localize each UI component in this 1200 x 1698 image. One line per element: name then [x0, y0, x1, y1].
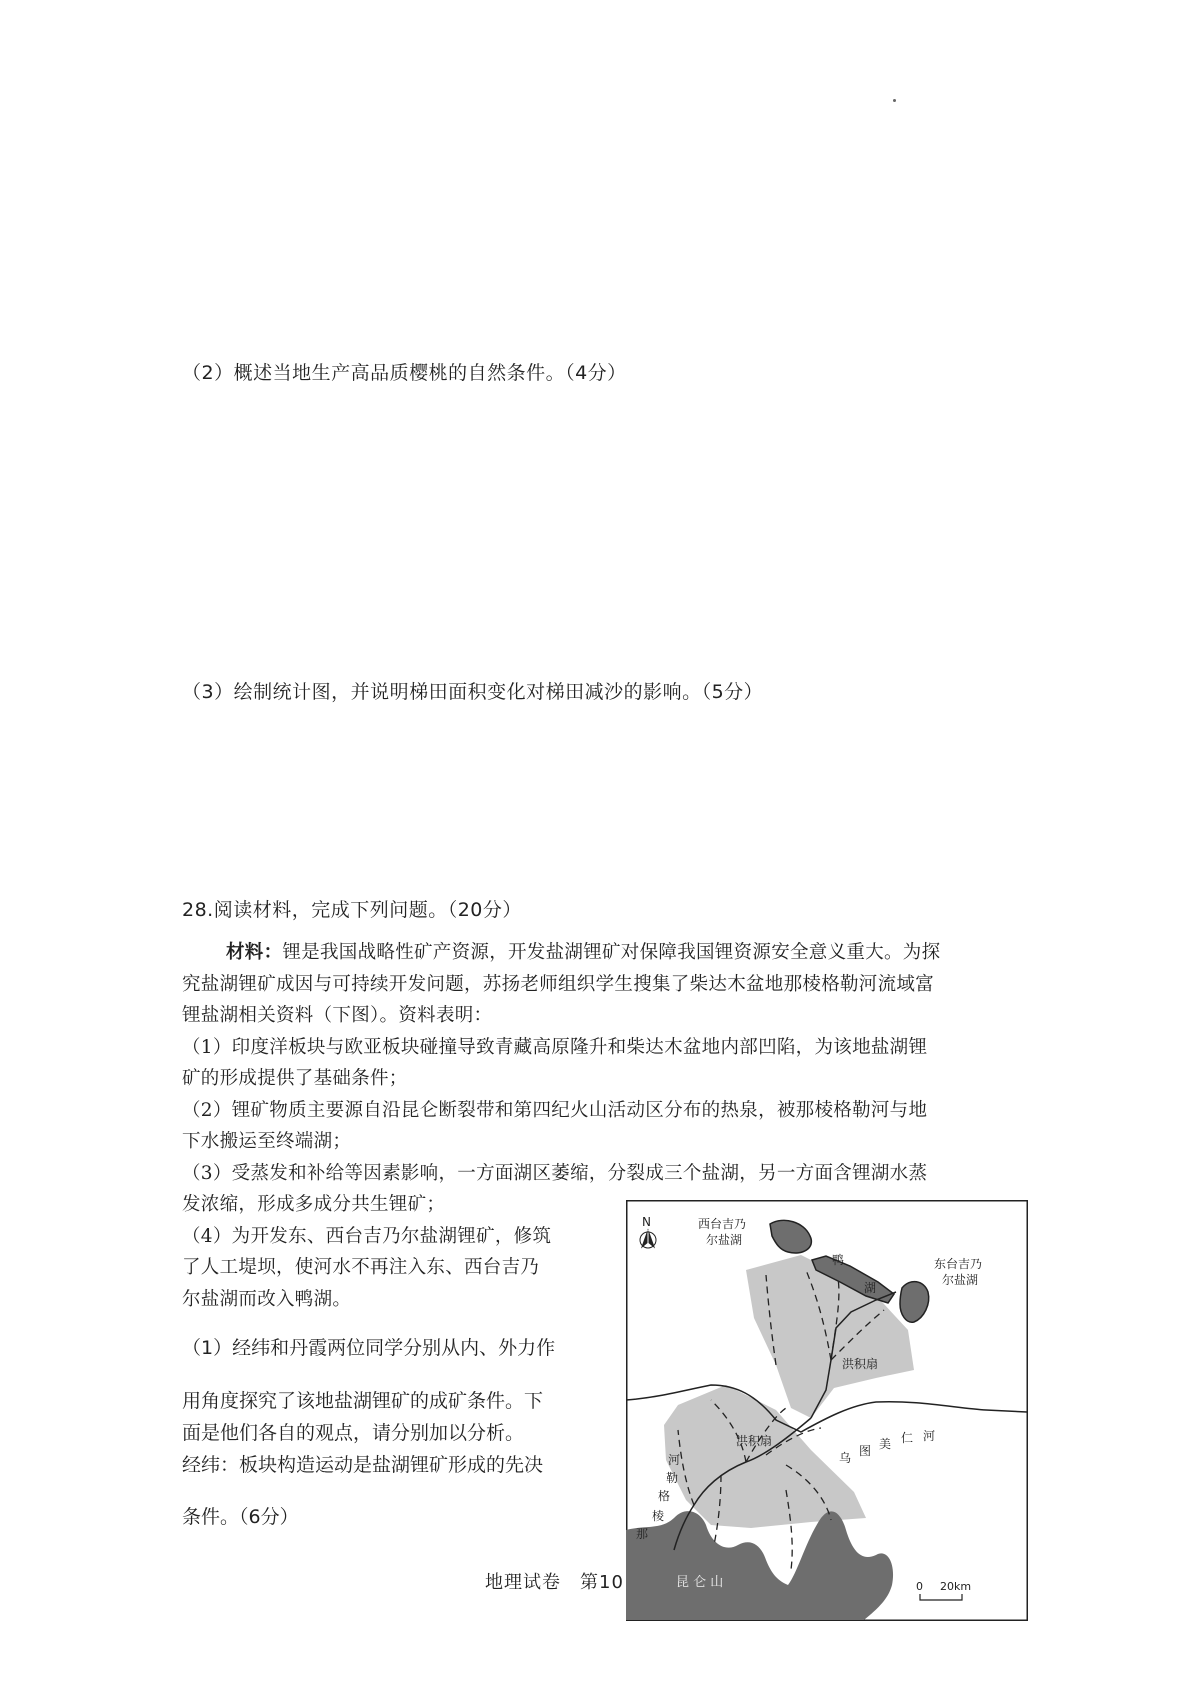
lower-fan-label: 洪积扇 — [736, 1434, 773, 1448]
east-lake-label-1: 东台吉乃 — [934, 1257, 983, 1271]
question-2: （2）概述当地生产高品质樱桃的自然条件。（4分） — [182, 362, 627, 384]
nalenggele-label-3: 格 — [658, 1489, 671, 1503]
material-line-12: 尔盐湖而改入鸭湖。 — [182, 1288, 352, 1310]
sub-question-line-1: （1）经纬和丹霞两位同学分别从内、外力作 — [182, 1337, 556, 1359]
sub-question-line-3: 面是他们各自的观点，请分别加以分析。 — [182, 1422, 525, 1444]
material-line-5: 矿的形成提供了基础条件； — [182, 1068, 408, 1089]
sub-question-line-2: 用角度探究了该地盐湖锂矿的成矿条件。下 — [182, 1390, 544, 1412]
material-line-1: 材料：锂是我国战略性矿产资源，开发盐湖锂矿对保障我国锂资源安全意义重大。为探 — [226, 942, 941, 963]
kunlun-label: 昆 仑 山 — [676, 1575, 724, 1590]
material-line-7: 下水搬运至终端湖； — [182, 1131, 352, 1152]
wutu-label-4: 仁 — [901, 1431, 914, 1445]
wutu-label-2: 图 — [859, 1444, 872, 1458]
material-label: 材料： — [226, 942, 283, 963]
wutu-label-1: 乌 — [839, 1451, 852, 1465]
material-line-11: 了人工堤坝，使河水不再注入东、西台吉乃 — [182, 1257, 540, 1278]
material-line-10: （4）为开发东、西台吉乃尔盐湖锂矿，修筑 — [182, 1225, 552, 1247]
scan-speck — [893, 99, 896, 102]
upper-fan-label: 洪积扇 — [842, 1357, 879, 1371]
east-lake-label-2: 尔盐湖 — [942, 1273, 979, 1287]
salt-lake-map — [626, 1200, 1028, 1621]
page-footer: 地理试卷 第10 — [485, 1572, 624, 1593]
nalenggele-label-1: 那 — [636, 1527, 649, 1541]
north-label: N — [642, 1215, 651, 1229]
west-lake-label-1: 西台吉乃 — [698, 1217, 747, 1231]
question-28-title: 28.阅读材料，完成下列问题。（20分） — [182, 899, 522, 921]
material-line-6: （2）锂矿物质主要源自沿昆仑断裂带和第四纪火山活动区分布的热泉，被那棱格勒河与地 — [182, 1099, 928, 1121]
material-line-3: 锂盐湖相关资料（下图）。资料表明： — [182, 1005, 493, 1026]
material-line-2: 究盐湖锂矿成因与可持续开发问题，苏扬老师组织学生搜集了柴达木盆地那棱格勒河流域富 — [182, 973, 935, 995]
nalenggele-label-5: 河 — [668, 1453, 681, 1467]
material-line-4: （1）印度洋板块与欧亚板块碰撞导致青藏高原隆升和柴达木盆地内部凹陷，为该地盐湖锂 — [182, 1036, 928, 1058]
nalenggele-label-4: 勒 — [666, 1471, 679, 1485]
scale-distance-label: 20km — [940, 1580, 972, 1593]
duck-lake-label-1: 鸭 — [832, 1253, 845, 1267]
wutu-label-3: 美 — [879, 1437, 892, 1451]
nalenggele-label-2: 棱 — [652, 1509, 665, 1523]
material-line-8: （3）受蒸发和补给等因素影响，一方面湖区萎缩，分裂成三个盐湖，另一方面含锂湖水蒸 — [182, 1162, 928, 1184]
west-lake-label-2: 尔盐湖 — [706, 1233, 743, 1247]
sub-question-line-5: 条件。（6分） — [182, 1506, 299, 1528]
duck-lake-label-2: 湖 — [864, 1281, 877, 1295]
scale-zero-label: 0 — [916, 1580, 923, 1593]
question-3: （3）绘制统计图，并说明梯田面积变化对梯田减沙的影响。（5分） — [182, 681, 764, 703]
material-line-9: 发浓缩，形成多成分共生锂矿； — [182, 1194, 446, 1215]
wutu-label-5: 河 — [923, 1429, 936, 1443]
sub-question-line-4: 经纬：板块构造运动是盐湖锂矿形成的先决 — [182, 1454, 544, 1476]
